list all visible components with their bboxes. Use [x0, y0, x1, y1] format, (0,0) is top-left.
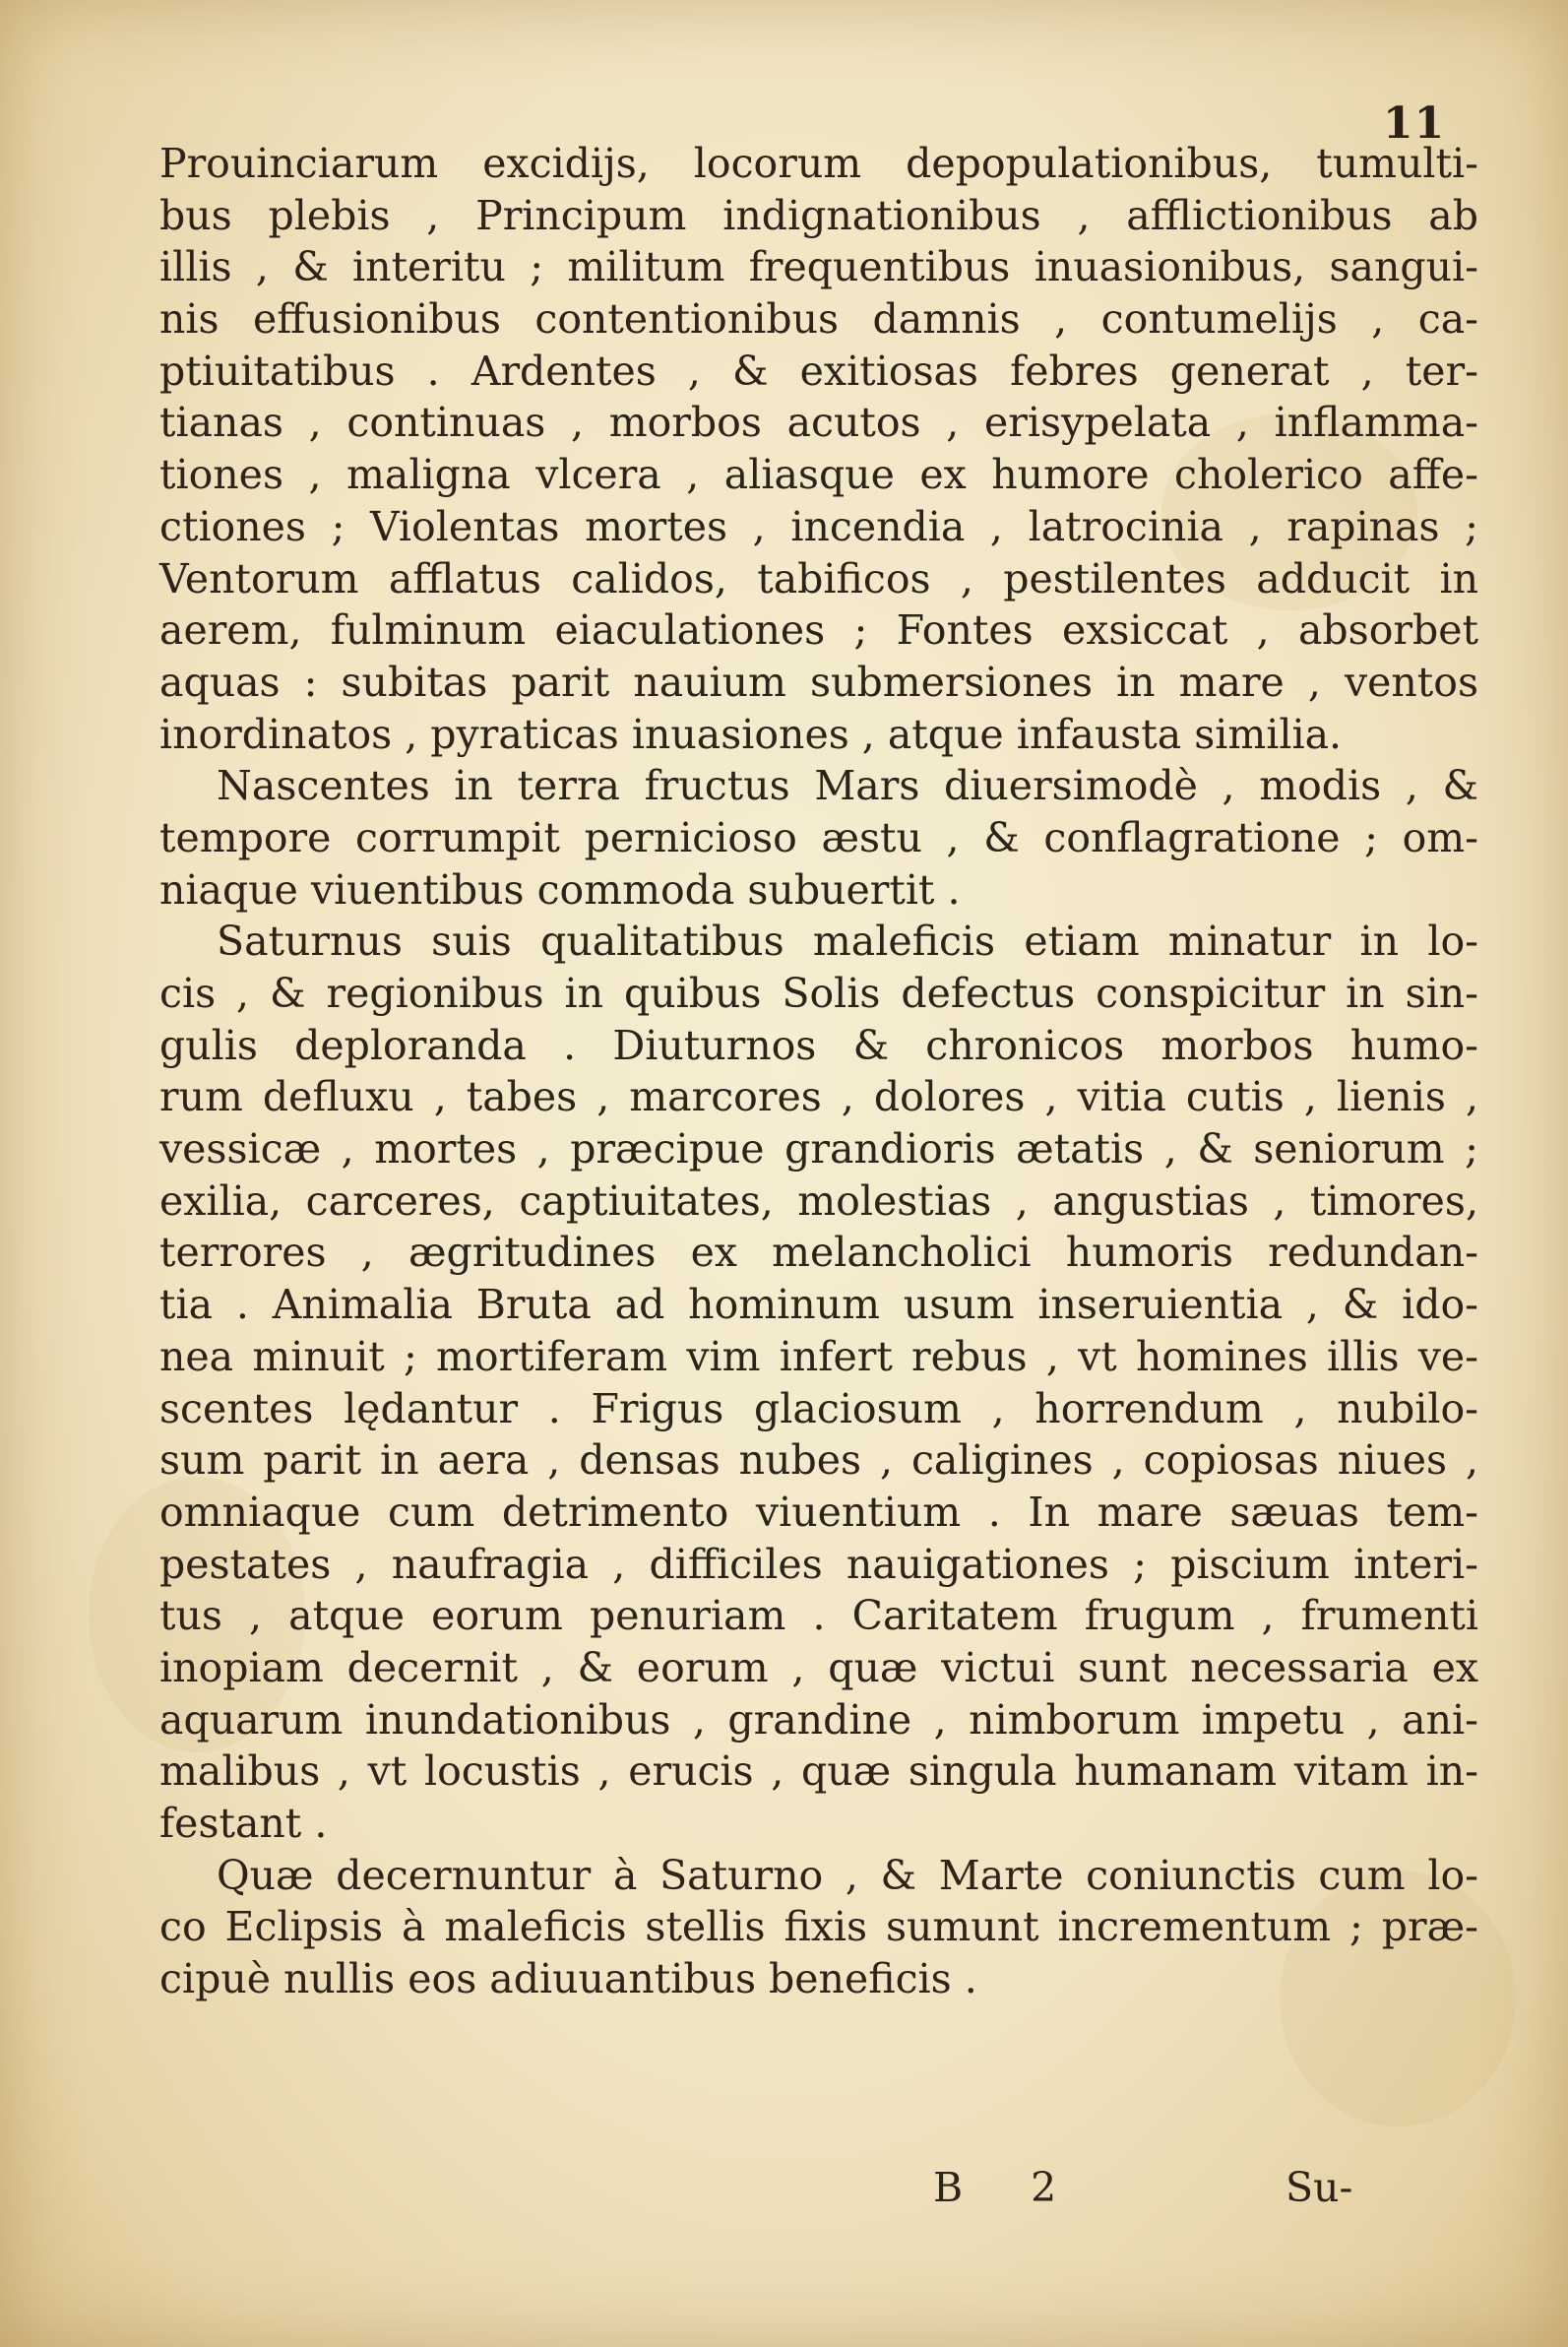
text-line: nea minuit ; mortiferam vim infert rebus , vt homines illis ve-	[159, 1332, 1478, 1380]
text-line: malibus , vt locustis , erucis , quæ singula humanam vitam in-	[159, 1747, 1478, 1796]
paragraph	[159, 916, 1478, 1849]
text-line: vessicæ , mortes , præcipue grandioris ætatis , & seniorum ;	[159, 1125, 1478, 1174]
text-line: ctiones ; Violentas mortes , incendia , latrocinia , rapinas ;	[159, 502, 1478, 550]
text-line: Nascentes in terra fructus Mars diuersimodè , modis , &	[217, 762, 1478, 810]
text-line: tia . Animalia Bruta ad hominum usum inseruientia , & ido-	[159, 1281, 1478, 1329]
catchline	[0, 2164, 1568, 2223]
text-line: Quæ decernuntur à Saturno , & Marte coniunctis cum lo-	[217, 1851, 1478, 1899]
body-text	[159, 138, 1478, 2005]
text-line: ptiuitatibus . Ardentes , & exitiosas febres generat , ter-	[159, 347, 1478, 395]
text-line: tiones , maligna vlcera , aliasque ex humore cholerico affe-	[159, 451, 1478, 499]
text-line: Ventorum afflatus calidos, tabificos , pestilentes adducit in	[159, 554, 1478, 603]
text-line: Saturnus suis qualitatibus maleficis etiam minatur in lo-	[217, 918, 1478, 966]
text-line: bus plebis , Principum indignationibus , afflictionibus ab	[159, 191, 1478, 239]
text-line: illis , & interitu ; militum frequentibus inuasionibus, sangui-	[159, 243, 1478, 291]
text-line: festant .	[159, 1800, 328, 1847]
text-line: niaque viuentibus commoda subuertit .	[159, 865, 961, 914]
text-line: tempore corrumpit pernicioso æstu , & conflagratione ; om-	[159, 813, 1478, 861]
text-line: co Eclipsis à maleficis stellis fixis sumunt incrementum ; præ-	[159, 1903, 1478, 1951]
text-line: aerem, fulminum eiaculationes ; Fontes exsiccat , absorbet	[159, 606, 1478, 655]
text-line: exilia, carceres, captiuitates, molestias , angustias , timores,	[159, 1176, 1478, 1225]
paragraph	[159, 138, 1478, 760]
text-line: gulis deploranda . Diuturnos & chronicos morbos humo-	[159, 1021, 1478, 1069]
text-line: inordinatos , pyraticas inuasiones , atque infausta similia.	[159, 710, 1343, 758]
text-line: nis effusionibus contentionibus damnis , contumelijs , ca-	[159, 295, 1478, 344]
text-line: tianas , continuas , morbos acutos , erisypelata , inflamma-	[159, 399, 1478, 447]
text-line: omniaque cum detrimento viuentium . In mare sæuas tem-	[159, 1488, 1478, 1536]
text-line: tus , atque eorum penuriam . Caritatem frugum , frumenti	[159, 1592, 1478, 1640]
text-line: aquas : subitas parit nauium submersiones in mare , ventos	[159, 658, 1478, 706]
text-line: rum defluxu , tabes , marcores , dolores , vitia cutis , lienis ,	[159, 1073, 1478, 1121]
text-line: cis , & regionibus in quibus Solis defectus conspicitur in sin-	[159, 970, 1478, 1017]
text-line: inopiam decernit , & eorum , quæ victui sunt necessaria ex	[159, 1643, 1478, 1691]
text-line: scentes lędantur . Frigus glaciosum , horrendum , nubilo-	[159, 1384, 1478, 1432]
paragraph	[159, 1850, 1478, 2005]
text-line: aquarum inundationibus , grandine , nimborum impetu , ani-	[159, 1695, 1478, 1744]
paragraph	[159, 760, 1478, 916]
page-number: 11	[1383, 98, 1446, 149]
text-line: sum parit in aera , densas nubes , caligines , copiosas niues ,	[159, 1436, 1478, 1485]
text-line: terrores , ægritudines ex melancholici humoris redundan-	[159, 1229, 1478, 1277]
signature-mark: B 2	[933, 2164, 1085, 2211]
text-line: cipuè nullis eos adiuuantibus beneficis .	[159, 1955, 977, 2003]
catchword: Su-	[1286, 2164, 1353, 2211]
text-line: pestates , naufragia , difficiles nauigationes ; piscium interi-	[159, 1540, 1478, 1588]
text-line: Prouinciarum excidijs, locorum depopulationibus, tumulti-	[159, 140, 1478, 187]
